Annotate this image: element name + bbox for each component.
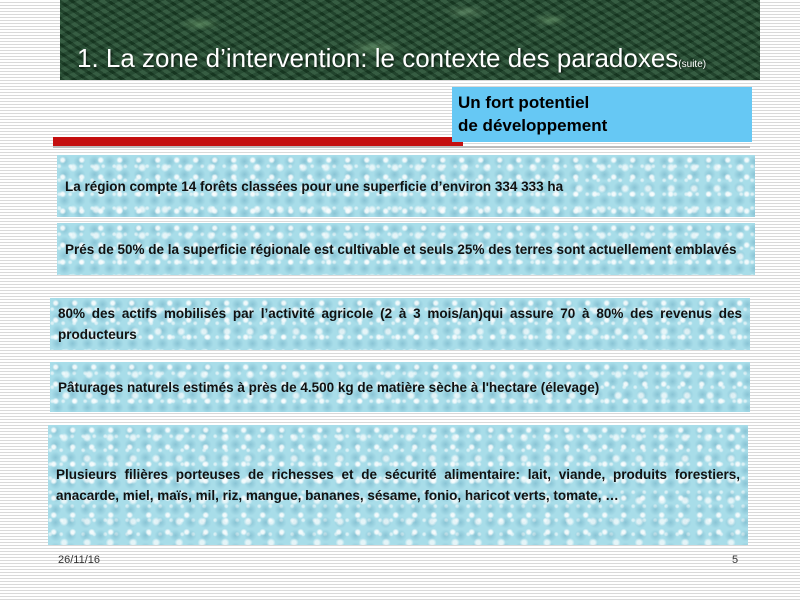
slide-title-suffix: (suite) [678,59,707,70]
divider-line [53,146,750,148]
info-box-agricultural-workers [50,298,750,350]
subtitle-line-2: de développement [458,116,608,135]
slide-title-main: 1. La zone d’intervention: le contexte des paradoxes [77,43,679,73]
info-box-text: Pâturages naturels estimés à près de 4.500 kg de matière sèche à l'hectare (élevage) [58,379,600,395]
info-box-cultivable-land [57,223,755,275]
footer-date: 26/11/16 [58,554,101,566]
subtitle-box [452,87,752,142]
info-box-text: La région compte 14 forêts classées pour une superficie d’environ 334 333 ha [65,178,564,194]
info-box-pastures [50,362,750,412]
info-box-text: 80% des actifs mobilisés par l’activité agricole (2 à 3 mois/an)qui assure 70 à 80% des revenus des producteurs [58,306,742,342]
info-box-text: Plusieurs filières porteuses de richesses et de sécurité alimentaire: lait, viande, produits forestiers, anacarde, miel, maïs, mil, riz, mangue, bananes, sésame, fonio, haricot verts, tomate, … [56,467,740,503]
info-box-forests [57,155,755,217]
title-bar [60,0,760,80]
info-box-text: Prés de 50% de la superficie régionale est cultivable et seuls 25% des terres sont actuellement emblavés [65,241,737,257]
page-number: 5 [732,554,739,566]
info-box-value-chains [48,425,748,545]
subtitle-line-1: Un fort potentiel [458,93,590,112]
slide-title [77,43,706,74]
